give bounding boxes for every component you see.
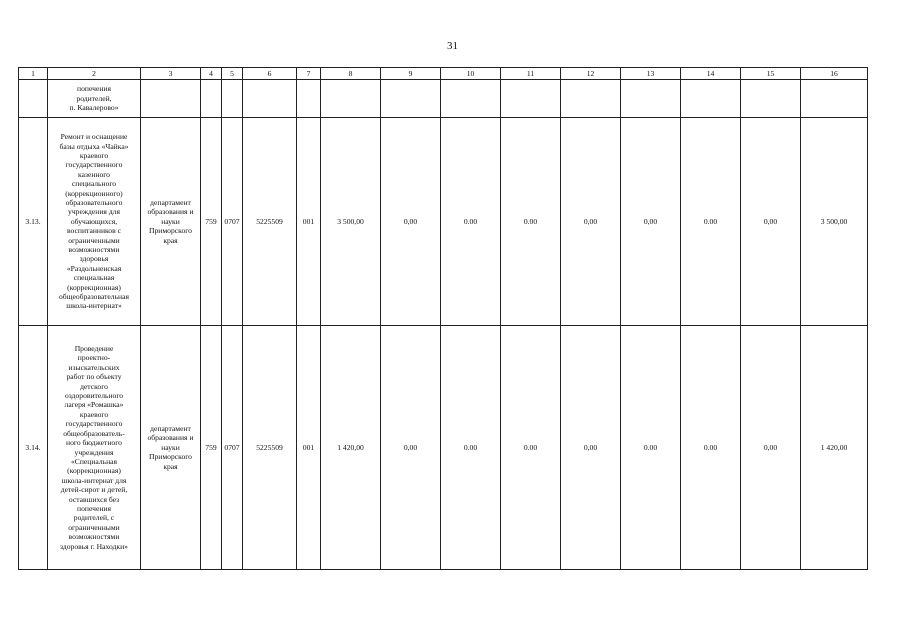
cell-line: науки (161, 216, 180, 226)
row-number: 3.13. (19, 118, 48, 326)
value-cell (201, 80, 222, 118)
cell-line: (коррекционного) (65, 188, 123, 198)
cell-line: работ по объекту (66, 372, 122, 382)
table-row (19, 80, 868, 118)
cell-line: «Специальная (70, 456, 118, 466)
cell-line: образования и (147, 433, 194, 443)
cell-line: департамент (150, 423, 191, 433)
value-cell: 001 (297, 118, 321, 326)
header-cell: 3 (141, 68, 201, 80)
header-cell: 1 (19, 68, 48, 80)
header-cell: 8 (321, 68, 381, 80)
value-cell (381, 80, 441, 118)
cell-line: школа-интернат» (66, 301, 122, 311)
cell-line: ограниченными (68, 522, 120, 532)
header-cell: 11 (501, 68, 561, 80)
value-cell: 0.00 (681, 118, 741, 326)
header-row (19, 68, 868, 80)
header-cell: 6 (243, 68, 297, 80)
cell-line: детей-сирот и детей, (60, 485, 128, 495)
header-cell: 10 (441, 68, 501, 80)
cell-line: воспитанников с (67, 226, 121, 236)
cell-line: обучающихся, (70, 216, 118, 226)
value-cell (297, 80, 321, 118)
cell-line: п. Кавалерово» (69, 103, 119, 113)
value-cell: 0.00 (441, 326, 501, 570)
cell-line: специального (71, 179, 117, 189)
cell-line: возможностями (68, 532, 120, 542)
header-cell: 2 (48, 68, 141, 80)
value-cell (681, 80, 741, 118)
value-cell (561, 80, 621, 118)
cell-line: оставшихся без (68, 494, 120, 504)
header-cell: 16 (801, 68, 868, 80)
value-cell: 759 (201, 118, 222, 326)
row-number (19, 80, 48, 118)
cell-line: попечения (77, 503, 111, 513)
cell-line: Приморского (149, 452, 192, 462)
value-cell (222, 80, 243, 118)
cell-line: учреждения для (68, 207, 120, 217)
table-row (19, 326, 868, 570)
value-cell (621, 80, 681, 118)
cell-line: края (163, 461, 178, 471)
cell-line: науки (161, 442, 180, 452)
value-cell: 0.00 (501, 118, 561, 326)
value-cell: 759 (201, 326, 222, 570)
cell-line: краевого (79, 409, 109, 419)
cell-line: специальная (73, 273, 115, 283)
cell-line: здоровья г. Находки» (60, 541, 128, 551)
cell-line: краевого (79, 150, 109, 160)
row-department (141, 80, 201, 118)
value-cell (501, 80, 561, 118)
header-cell: 5 (222, 68, 243, 80)
cell-line: здоровья (79, 254, 109, 264)
row-name (48, 326, 141, 570)
value-cell: 0,00 (621, 118, 681, 326)
cell-line: казенного (78, 169, 110, 179)
table-row (19, 118, 868, 326)
cell-line: школа-интернат для (61, 475, 127, 485)
cell-line: общеобразователь- (63, 428, 125, 438)
value-cell: 0707 (222, 118, 243, 326)
header-cell: 12 (561, 68, 621, 80)
cell-line: государственного (65, 160, 123, 170)
value-cell: 1 420,00 (801, 326, 868, 570)
value-cell (441, 80, 501, 118)
value-cell: 0707 (222, 326, 243, 570)
value-cell: 0,00 (381, 118, 441, 326)
cell-line: департамент (150, 197, 191, 207)
cell-line: учреждения (74, 447, 114, 457)
cell-line: возможностями (68, 245, 120, 255)
value-cell: 0,00 (561, 326, 621, 570)
value-cell (321, 80, 381, 118)
value-cell (801, 80, 868, 118)
value-cell: 5225509 (243, 118, 297, 326)
cell-line: (коррекционная) (67, 282, 121, 292)
cell-line: изыскательских (68, 362, 120, 372)
cell-line: ограниченными (68, 235, 120, 245)
page-number: 31 (447, 40, 458, 52)
value-cell (243, 80, 297, 118)
cell-line: образовательного (65, 197, 123, 207)
value-cell: 3 500,00 (801, 118, 868, 326)
cell-line: попечения (77, 84, 111, 94)
value-cell: 0,00 (741, 326, 801, 570)
value-cell: 0.00 (441, 118, 501, 326)
header-cell: 7 (297, 68, 321, 80)
row-department (141, 326, 201, 570)
cell-line: базы отдыха «Чайка» (59, 141, 129, 151)
cell-line: лагеря «Ромашка» (64, 400, 124, 410)
value-cell: 0.00 (621, 326, 681, 570)
row-name (48, 80, 141, 118)
header-cell: 4 (201, 68, 222, 80)
cell-line: общеобразовательная (59, 292, 129, 302)
cell-line: ного бюджетного (66, 438, 122, 448)
cell-line: родителей, с (73, 513, 115, 523)
cell-line: (коррекционная) (67, 466, 121, 476)
value-cell: 001 (297, 326, 321, 570)
header-cell: 13 (621, 68, 681, 80)
cell-line: Ремонт и оснащение (60, 132, 128, 142)
header-cell: 14 (681, 68, 741, 80)
value-cell: 5225509 (243, 326, 297, 570)
cell-line: государственного (65, 419, 123, 429)
value-cell: 0,00 (561, 118, 621, 326)
cell-line: края (163, 235, 178, 245)
cell-line: детского (80, 381, 108, 391)
cell-line: «Раздольненская (66, 263, 122, 273)
row-department (141, 118, 201, 326)
value-cell: 0,00 (741, 118, 801, 326)
cell-line: Приморского (149, 226, 192, 236)
cell-line: оздоровительного (64, 391, 124, 401)
value-cell (741, 80, 801, 118)
cell-line: проектно- (77, 353, 111, 363)
value-cell: 3 500,00 (321, 118, 381, 326)
cell-line: родителей, (76, 93, 112, 103)
budget-table (18, 67, 868, 570)
cell-line: образования и (147, 207, 194, 217)
value-cell: 0.00 (681, 326, 741, 570)
cell-line: Проведение (74, 344, 114, 354)
value-cell: 1 420,00 (321, 326, 381, 570)
row-number: 3.14. (19, 326, 48, 570)
row-name (48, 118, 141, 326)
header-cell: 9 (381, 68, 441, 80)
header-cell: 15 (741, 68, 801, 80)
value-cell: 0,00 (381, 326, 441, 570)
value-cell: 0.00 (501, 326, 561, 570)
